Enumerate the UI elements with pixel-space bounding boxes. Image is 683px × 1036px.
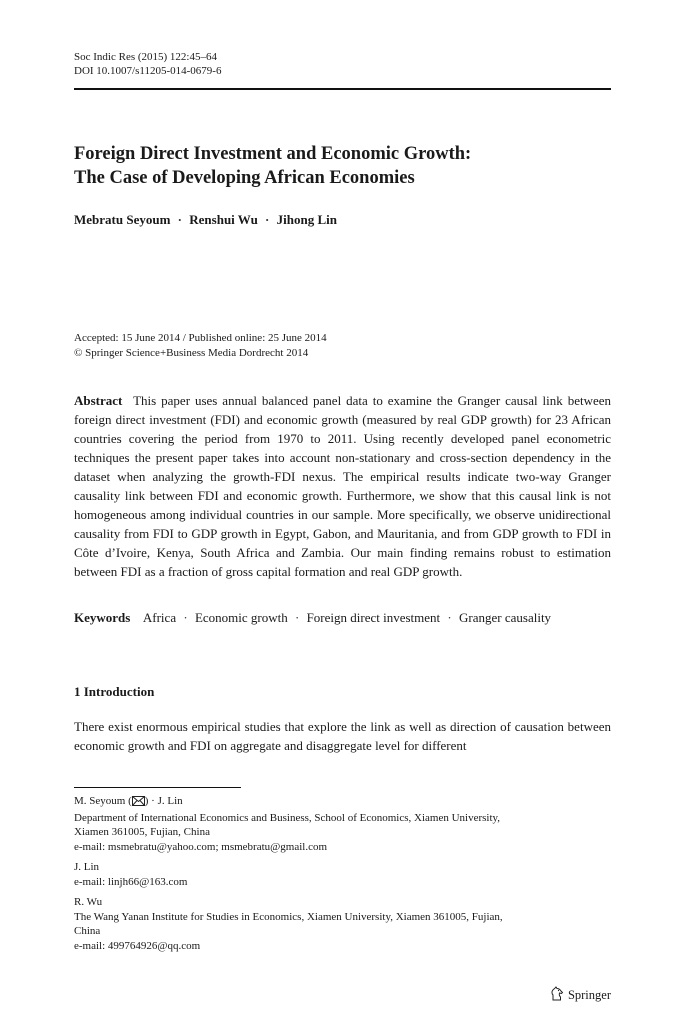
- affiliation-block: [74, 895, 611, 953]
- author-list: [74, 212, 337, 228]
- abstract-body: This paper uses annual balanced panel data to examine the Granger causal link between foreign direct investment (FDI) and economic growth (measured by real GDP growth) for 23 African countries covering the period from 1970 to 2011. Using recently developed panel econometric techniques the present paper takes into account non-stationary and cross-section dependency in the dataset when analyzing the growth-FDI nexus. The empirical results indicate two-way Granger causality link between FDI and economic growth. Furthermore, we show that this causal link is not homogeneous among individual countries in our sample. More specifically, we observe unidirectional causality from FDI to GDP growth in Egypt, Gabon, and Mauritania, and from GDP growth to FDI in Côte d’Ivoire, Kenya, South Africa and Zambia. Our main finding remains robust to estimation between FDI as a fraction of gross capital formation and real GDP growth.: [74, 393, 611, 579]
- keyword-separator: ·: [447, 610, 452, 625]
- author-name: Jihong Lin: [276, 212, 337, 227]
- affiliation-names: R. Wu: [74, 896, 103, 908]
- publisher-mark: [550, 986, 611, 1005]
- copyright-notice: © Springer Science+Business Media Dordrecht 2014: [74, 347, 309, 359]
- abstract: [74, 391, 611, 581]
- affiliation-department: Department of International Economics and Business, School of Economics, Xiamen University,: [74, 811, 501, 824]
- envelope-icon: [132, 796, 145, 811]
- keyword: Africa: [142, 610, 177, 625]
- journal-doi: DOI 10.1007/s11205-014-0679-6: [74, 65, 222, 77]
- affiliation-block: [74, 860, 611, 889]
- title-line-2: The Case of Developing African Economies: [74, 168, 415, 188]
- affiliation-department: The Wang Yanan Institute for Studies in Economics, Xiamen University, Xiamen 361005, Fujian,: [74, 910, 503, 923]
- title-line-1: Foreign Direct Investment and Economic Growth:: [74, 144, 472, 164]
- affiliation-email: e-mail: msmebratu@yahoo.com; msmebratu@gmail.com: [74, 840, 328, 853]
- publication-dates: [74, 331, 327, 361]
- springer-horse-icon: [550, 986, 564, 1005]
- author-name: Renshui Wu: [189, 212, 258, 227]
- introduction-heading: 1 Introduction: [74, 684, 155, 699]
- article-title: [74, 142, 611, 190]
- affiliation-email: e-mail: 499764926@qq.com: [74, 939, 201, 952]
- keywords: [74, 608, 611, 627]
- accepted-published-dates: Accepted: 15 June 2014 / Published online: 25 June 2014: [74, 332, 327, 344]
- author-separator: ·: [177, 212, 183, 227]
- footnote-rule: [74, 787, 241, 788]
- abstract-heading: Abstract: [74, 393, 123, 408]
- affiliation-names: M. Seyoum ( ) · J. Lin: [74, 794, 611, 811]
- affiliation-address: China: [74, 925, 101, 937]
- keyword-separator: ·: [294, 610, 300, 625]
- publisher-name: Springer: [567, 988, 611, 1002]
- affiliation-block: [74, 794, 611, 854]
- keyword: Foreign direct investment: [306, 610, 441, 625]
- author-separator: ·: [265, 212, 270, 227]
- affiliation-email: e-mail: linjh66@163.com: [74, 875, 188, 888]
- journal-citation: Soc Indic Res (2015) 122:45–64: [74, 51, 217, 63]
- affiliation-address: Xiamen 361005, Fujian, China: [74, 826, 210, 838]
- keyword: Economic growth: [194, 610, 288, 625]
- keywords-heading: Keywords: [74, 610, 131, 625]
- header-rule: [74, 88, 611, 90]
- author-name: Mebratu Seyoum: [74, 212, 171, 227]
- keyword-separator: ·: [183, 610, 188, 625]
- author-affiliations: [74, 794, 611, 959]
- journal-header: [74, 50, 221, 78]
- introduction-paragraph: There exist enormous empirical studies that explore the link as well as direction of causation between economic growth and FDI on aggregate and disaggregate level for different: [74, 719, 611, 753]
- keyword: Granger causality: [459, 610, 552, 625]
- affiliation-names: J. Lin: [74, 861, 100, 873]
